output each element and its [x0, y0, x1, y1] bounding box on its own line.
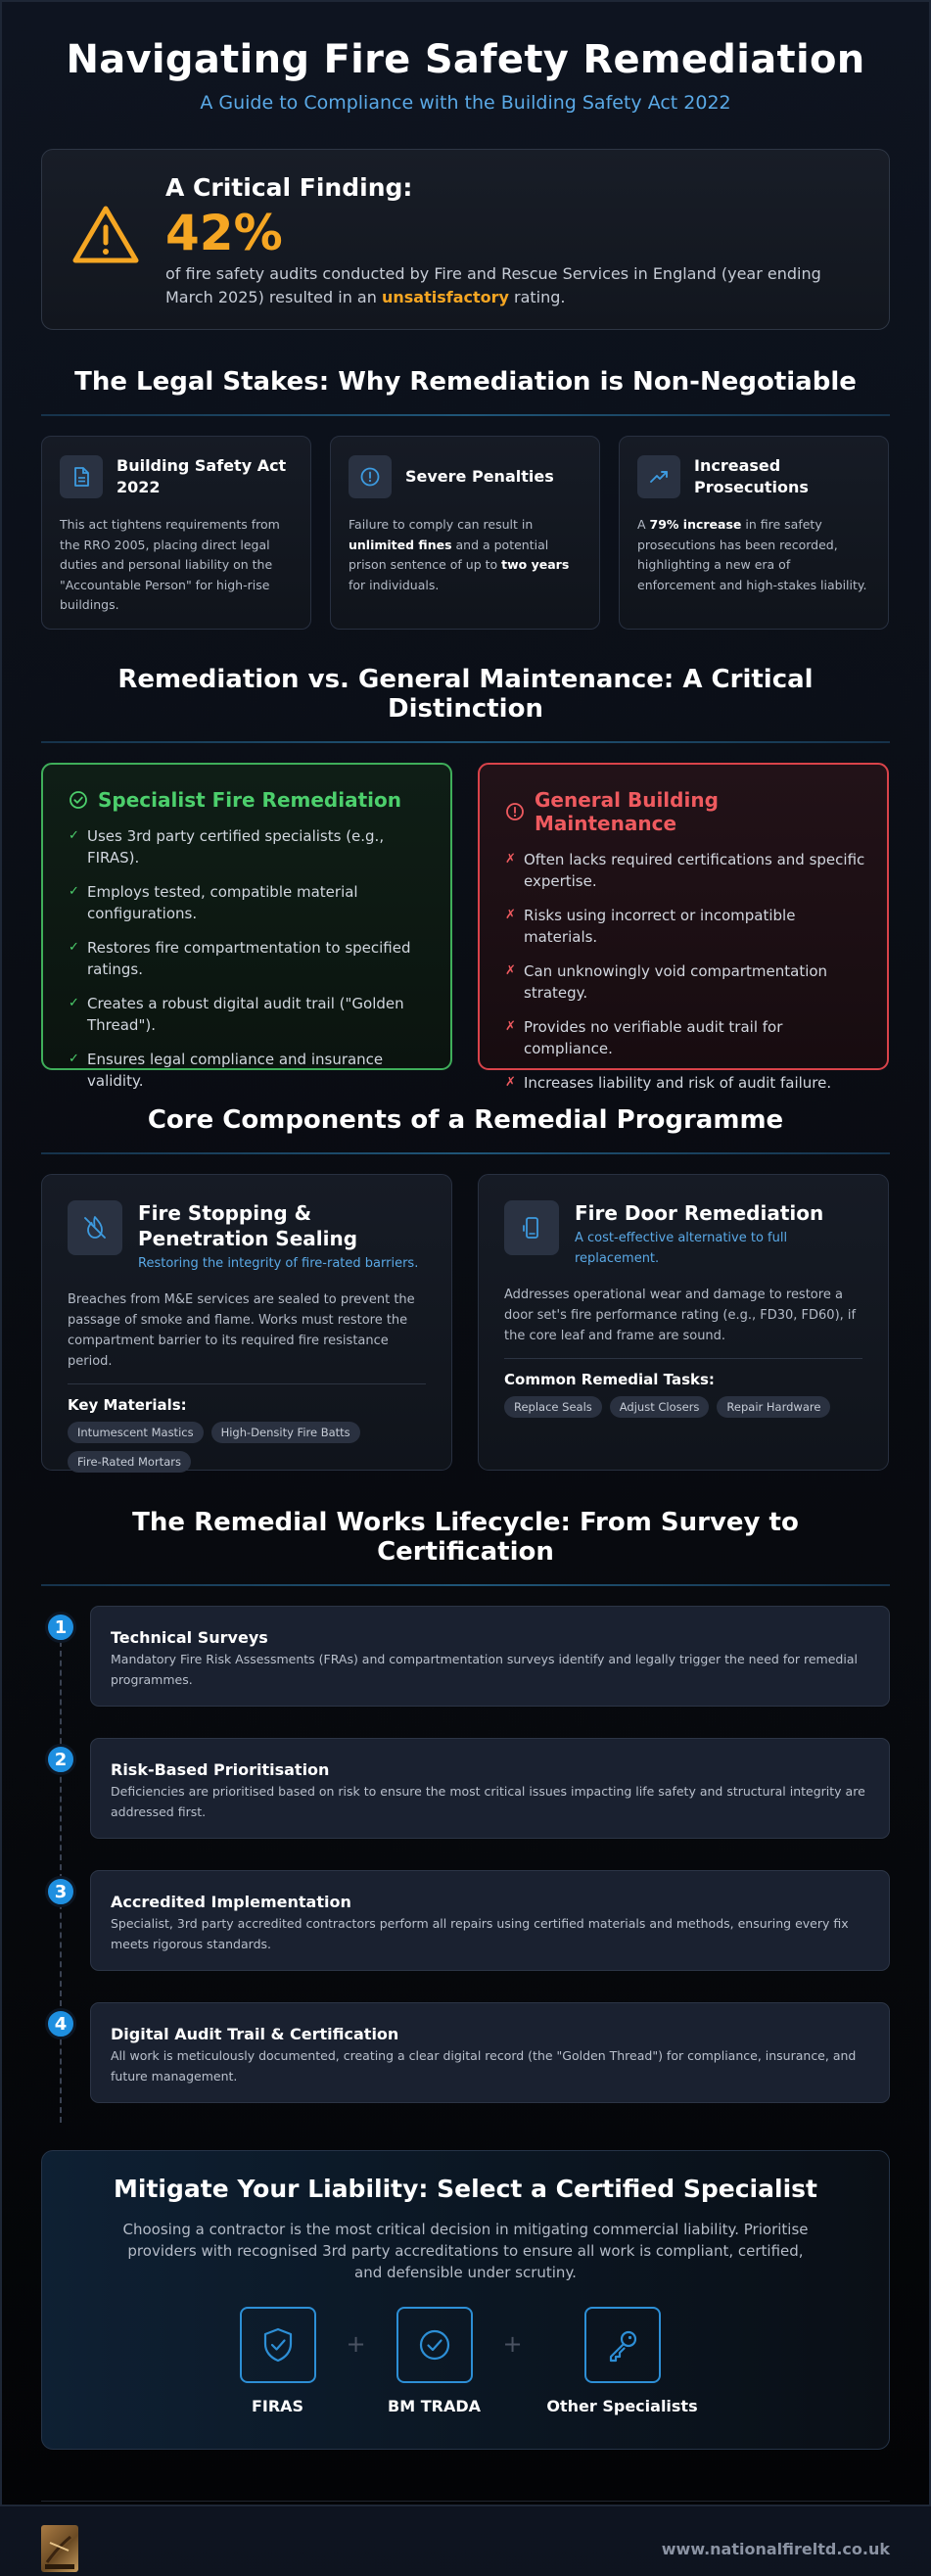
components-section [41, 1105, 890, 1471]
cert-firas [231, 2307, 325, 2415]
certification-row [42, 2307, 889, 2415]
legal-card-text: This act tightens requirements from the RRO 2005, placing direct legal duties and personal liability on the "Accountable Person" for high-rise buildings. [60, 517, 280, 612]
shield-check-icon [240, 2307, 316, 2383]
finding-text [165, 262, 841, 309]
fire-off-icon [68, 1200, 122, 1255]
section-divider [41, 1584, 890, 1586]
check-circle-icon [396, 2307, 473, 2383]
list-item [69, 881, 429, 924]
component-title: Fire Door Remediation [575, 1201, 824, 1225]
step-text: Specialist, 3rd party accredited contractors perform all repairs using certified materials and methods, ensuring every fix meets rigorous standards. [111, 1916, 849, 1951]
task-chip: Repair Hardware [717, 1396, 830, 1418]
component-description: Addresses operational wear and damage to restore a door set's fire performance rating (e.g., FD30, FD60), if the core leaf and frame are sound. [504, 1288, 857, 1343]
text-part: in fire safety prosecutions has been recorded, highlighting a new era of enforcement and high-stakes liability. [637, 517, 867, 592]
step-title: Accredited Implementation [111, 1893, 351, 1911]
lifecycle-section-title: The Remedial Works Lifecycle: From Survey to Certification [132, 1508, 799, 1567]
cert-label: FIRAS [251, 2397, 304, 2415]
component-subtitle: Restoring the integrity of fire-rated barriers. [138, 1256, 419, 1271]
cert-label: BM TRADA [388, 2397, 481, 2415]
cross-mark-icon: ✗ [505, 1075, 516, 1090]
specialist-title: Specialist Fire Remediation [98, 788, 401, 812]
warning-triangle-icon [71, 204, 140, 266]
text-emphasis: unlimited fines [349, 537, 452, 552]
list-item-text: Employs tested, compatible material configurations. [87, 883, 358, 922]
card-divider [68, 1383, 426, 1384]
list-item-text: Ensures legal compliance and insurance validity. [87, 1051, 384, 1090]
cross-mark-icon: ✗ [505, 963, 516, 978]
company-logo[interactable] [41, 2525, 78, 2572]
finding-stat: 42% [165, 205, 283, 261]
material-chip: Intumescent Mastics [68, 1422, 204, 1443]
section-divider [41, 414, 890, 416]
component-title: Fire Stopping & Penetration Sealing [138, 1201, 358, 1250]
step-card [90, 1738, 890, 1839]
critical-finding-card [41, 149, 890, 330]
list-item [69, 825, 429, 868]
list-item [69, 1049, 429, 1092]
lifecycle-section [41, 1508, 890, 2140]
task-chip: Adjust Closers [610, 1396, 710, 1418]
check-mark-icon: ✓ [69, 828, 79, 843]
cross-mark-icon: ✗ [505, 1019, 516, 1034]
alert-circle-icon [349, 455, 392, 498]
check-mark-icon: ✓ [69, 884, 79, 899]
list-item-text: Can unknowingly void compartmentation strategy. [524, 962, 828, 1002]
cert-other-specialists [544, 2307, 701, 2415]
cta-title: Mitigate Your Liability: Select a Certified Specialist [114, 2175, 817, 2203]
cta-card [41, 2150, 890, 2450]
text-emphasis: 79% increase [649, 517, 742, 532]
alert-circle-icon [505, 802, 525, 821]
trend-up-icon [637, 455, 680, 498]
legal-section-title: The Legal Stakes: Why Remediation is Non-Negotiable [74, 367, 857, 397]
key-icon [584, 2307, 661, 2383]
legal-card-text [349, 515, 582, 595]
plus-icon: + [502, 2330, 523, 2358]
list-item [505, 905, 865, 948]
finding-text-part: rating. [508, 288, 566, 306]
step-text: All work is meticulously documented, creating a clear digital record (the "Golden Thread") for compliance, insurance, and future management. [111, 2048, 857, 2084]
door-icon [504, 1200, 559, 1255]
list-item-text: Creates a robust digital audit trail ("Golden Thread"). [87, 995, 404, 1034]
chip-group [68, 1422, 426, 1473]
component-card-fire-stopping [41, 1174, 452, 1471]
material-chip: Fire-Rated Mortars [68, 1451, 191, 1473]
component-list-label: Key Materials: [68, 1396, 187, 1414]
legal-card-title: Increased Prosecutions [694, 456, 809, 496]
list-item-text: Risks using incorrect or incompatible materials. [524, 907, 796, 946]
general-list [505, 849, 865, 1094]
cert-bm-trada [388, 2307, 482, 2415]
comparison-section-title: Remediation vs. General Maintenance: A Critical Distinction [117, 665, 814, 724]
legal-card-text [637, 515, 870, 595]
list-item [505, 1016, 865, 1059]
text-part: A [637, 517, 650, 532]
cross-mark-icon: ✗ [505, 908, 516, 922]
step-text: Deficiencies are prioritised based on risk to ensure the most critical issues impacting life safety and structural integrity are addressed first. [111, 1784, 865, 1819]
component-description: Breaches from M&E services are sealed to prevent the passage of smoke and flame. Works must restore the compartment barrier to its required fire resistance period. [68, 1292, 415, 1369]
section-divider [41, 741, 890, 743]
text-emphasis: two years [501, 557, 570, 572]
list-item-text: Uses 3rd party certified specialists (e.g., FIRAS). [87, 827, 385, 866]
lifecycle-steps [41, 1612, 890, 2140]
page-subtitle: A Guide to Compliance with the Building Safety Act 2022 [200, 92, 731, 114]
list-item [505, 849, 865, 892]
component-subtitle: A cost-effective alternative to full replacement. [575, 1231, 788, 1266]
specialist-remediation-box [41, 763, 452, 1090]
footer [41, 2525, 890, 2572]
document-icon [60, 455, 103, 498]
step-title: Risk-Based Prioritisation [111, 1760, 330, 1779]
check-circle-icon [69, 790, 88, 810]
lifecycle-step [41, 1876, 890, 2008]
check-mark-icon: ✓ [69, 996, 79, 1010]
chip-group [504, 1396, 862, 1418]
cross-mark-icon: ✗ [505, 852, 516, 866]
step-number: 4 [45, 2008, 76, 2039]
step-title: Technical Surveys [111, 1628, 268, 1647]
card-divider [504, 1358, 862, 1359]
footer-divider [41, 2501, 890, 2502]
website-link[interactable]: www.nationalfireltd.co.uk [661, 2539, 890, 2558]
lifecycle-step [41, 1744, 890, 1876]
general-title: General Building Maintenance [535, 788, 719, 835]
check-mark-icon: ✓ [69, 940, 79, 955]
plus-icon: + [346, 2330, 366, 2358]
lifecycle-step [41, 2008, 890, 2140]
list-item-text: Increases liability and risk of audit failure. [524, 1074, 832, 1092]
step-title: Digital Audit Trail & Certification [111, 2025, 399, 2043]
text-part: for individuals. [349, 577, 440, 592]
text-part: and a potential prison sentence of up to [349, 537, 549, 572]
legal-card-building-safety-act [41, 436, 311, 630]
finding-text-part: of fire safety audits conducted by Fire and Rescue Services in England (year ending March 2025) resulted in an [165, 264, 821, 306]
finding-title: A Critical Finding: [165, 173, 413, 202]
step-card [90, 2002, 890, 2103]
task-chip: Replace Seals [504, 1396, 602, 1418]
legal-card-prosecutions [619, 436, 889, 630]
general-maintenance-box [478, 763, 889, 1092]
check-mark-icon: ✓ [69, 1052, 79, 1066]
finding-highlight: unsatisfactory [381, 288, 509, 306]
component-list-label: Common Remedial Tasks: [504, 1371, 715, 1388]
page-container [41, 0, 890, 2572]
list-item-text: Restores fire compartmentation to specified ratings. [87, 939, 411, 978]
lifecycle-step [41, 1612, 890, 1744]
component-card-fire-door [478, 1174, 889, 1471]
specialist-list [69, 825, 429, 1092]
section-divider [41, 1152, 890, 1154]
cta-text: Choosing a contractor is the most critical decision in mitigating commercial liability. Prioritise providers with recognised 3rd party accreditations to ensure all work is compliant, certified, and defensible under scrutiny. [122, 2221, 809, 2281]
step-text: Mandatory Fire Risk Assessments (FRAs) and compartmentation surveys identify and legally trigger the need for remedial programmes. [111, 1652, 858, 1687]
legal-card-severe-penalties [330, 436, 600, 630]
list-item [505, 960, 865, 1004]
text-part: Failure to comply can result in [349, 517, 534, 532]
list-item [69, 993, 429, 1036]
components-section-title: Core Components of a Remedial Programme [147, 1105, 784, 1135]
step-number: 3 [45, 1876, 76, 1907]
list-item [69, 937, 429, 980]
legal-section [41, 367, 890, 630]
comparison-section [41, 665, 890, 1092]
legal-card-title: Building Safety Act 2022 [116, 456, 287, 496]
page-title: Navigating Fire Safety Remediation [66, 37, 865, 82]
material-chip: High-Density Fire Batts [211, 1422, 360, 1443]
list-item [505, 1072, 865, 1094]
list-item-text: Provides no verifiable audit trail for compliance. [524, 1018, 783, 1057]
cert-label: Other Specialists [546, 2397, 698, 2415]
step-card [90, 1870, 890, 1971]
step-number: 1 [45, 1612, 76, 1643]
legal-card-title: Severe Penalties [405, 467, 554, 486]
list-item-text: Often lacks required certifications and specific expertise. [524, 851, 865, 890]
step-number: 2 [45, 1744, 76, 1775]
step-card [90, 1606, 890, 1707]
